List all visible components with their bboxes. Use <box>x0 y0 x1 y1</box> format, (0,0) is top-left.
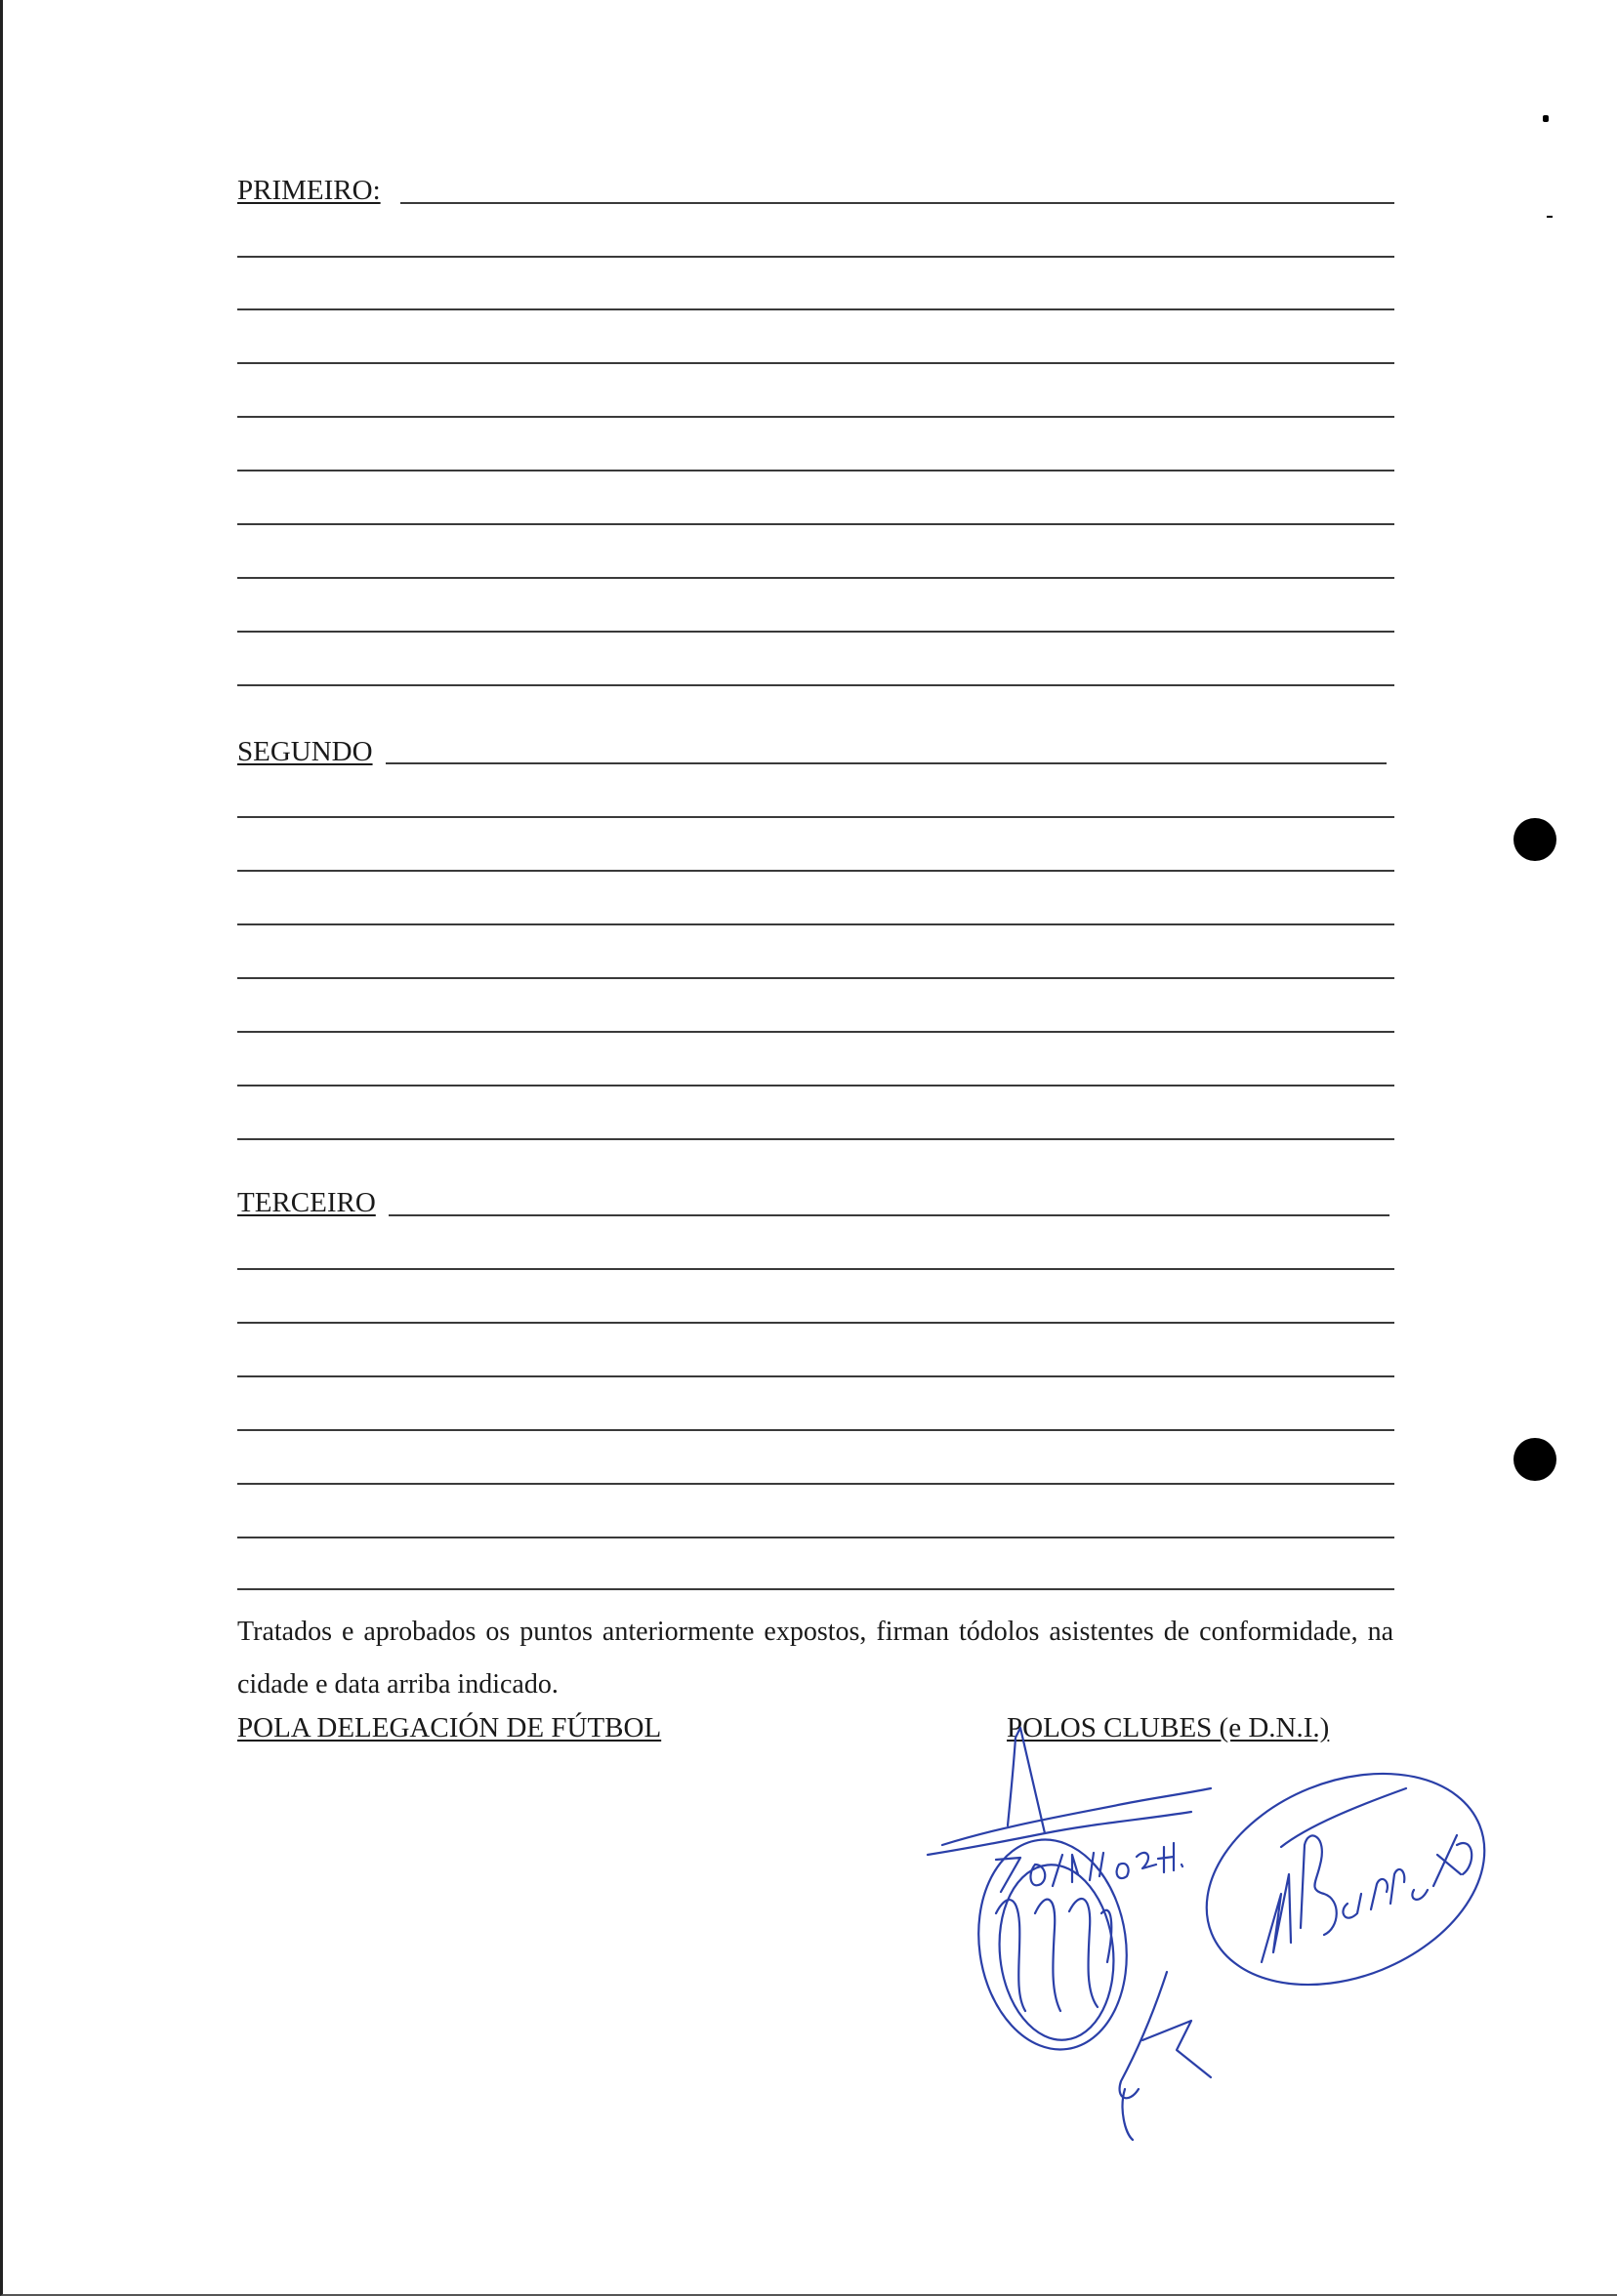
primeiro-line-3 <box>237 362 1394 364</box>
signature-stroke <box>1433 1835 1472 1886</box>
signature-stroke <box>1142 2021 1211 2077</box>
segundo-line-1 <box>237 816 1394 818</box>
primeiro-line-6 <box>237 523 1394 525</box>
primeiro-line-7 <box>237 577 1394 579</box>
terceiro-line-5 <box>237 1483 1394 1485</box>
primeiro-line-4 <box>237 416 1394 418</box>
signature-stroke <box>1262 1874 1291 1962</box>
terceiro-line-7 <box>237 1588 1394 1590</box>
segundo-line-6 <box>237 1085 1394 1086</box>
primeiro-line-8 <box>237 631 1394 633</box>
signature-stroke <box>1343 1894 1361 1918</box>
signature-stroke <box>1120 1972 1167 2098</box>
signature-stroke <box>1281 1788 1406 1847</box>
signature-stroke <box>991 1859 1122 2045</box>
clubs-signature-heading: POLOS CLUBES (e D.N.I.) <box>1007 1712 1330 1743</box>
signature-stroke <box>928 1728 1045 1855</box>
signature-stroke <box>1035 1900 1060 2011</box>
delegation-signature-heading: POLA DELEGACIÓN DE FÚTBOL <box>237 1712 662 1743</box>
primeiro-line-9 <box>237 684 1394 686</box>
terceiro-line-1 <box>237 1268 1394 1270</box>
primeiro-line-1 <box>237 256 1394 258</box>
closing-paragraph: Tratados e aprobados os puntos anteriormente expostos, firman tódolos asistentes de conformidade, na cidade e data arriba indicado. <box>237 1617 1393 1700</box>
signature-stroke <box>942 1788 1211 1845</box>
terceiro-line-6 <box>237 1537 1394 1538</box>
signature-stroke <box>1175 1735 1515 2024</box>
signature-stroke <box>1053 1855 1062 1886</box>
signature-stroke <box>1301 1835 1337 1935</box>
segundo-line-3 <box>237 923 1394 925</box>
signature-stroke <box>1158 1843 1182 1872</box>
section-label-segundo: SEGUNDO <box>237 736 373 767</box>
signature-stroke <box>1137 1853 1156 1868</box>
terceiro-line-2 <box>237 1322 1394 1324</box>
primeiro-line-5 <box>237 470 1394 472</box>
signature-stroke <box>1412 1890 1428 1900</box>
segundo-line-5 <box>237 1031 1394 1033</box>
primeiro-line-2 <box>237 308 1394 310</box>
terceiro-title-line <box>389 1214 1389 1216</box>
handwritten-signatures <box>898 1718 1523 2148</box>
signature-stroke <box>1072 1855 1078 1882</box>
segundo-line-4 <box>237 977 1394 979</box>
signature-stroke <box>1117 1864 1129 1878</box>
punch-hole-lower <box>1513 1438 1556 1481</box>
terceiro-line-3 <box>237 1375 1394 1377</box>
segundo-line-7 <box>237 1138 1394 1140</box>
segundo-title-line <box>386 762 1387 764</box>
section-label-terceiro: TERCEIRO <box>237 1187 376 1218</box>
section-label-primeiro: PRIMEIRO: <box>237 175 381 206</box>
primeiro-title-line <box>400 202 1394 204</box>
scan-speck <box>1543 115 1549 122</box>
segundo-line-2 <box>237 870 1394 872</box>
signature-stroke <box>1069 1899 1098 2007</box>
terceiro-line-4 <box>237 1429 1394 1431</box>
scan-speck <box>1547 216 1553 218</box>
punch-hole-upper <box>1513 818 1556 861</box>
signature-stroke <box>1371 1879 1388 1909</box>
signature-stroke <box>1390 1869 1404 1904</box>
